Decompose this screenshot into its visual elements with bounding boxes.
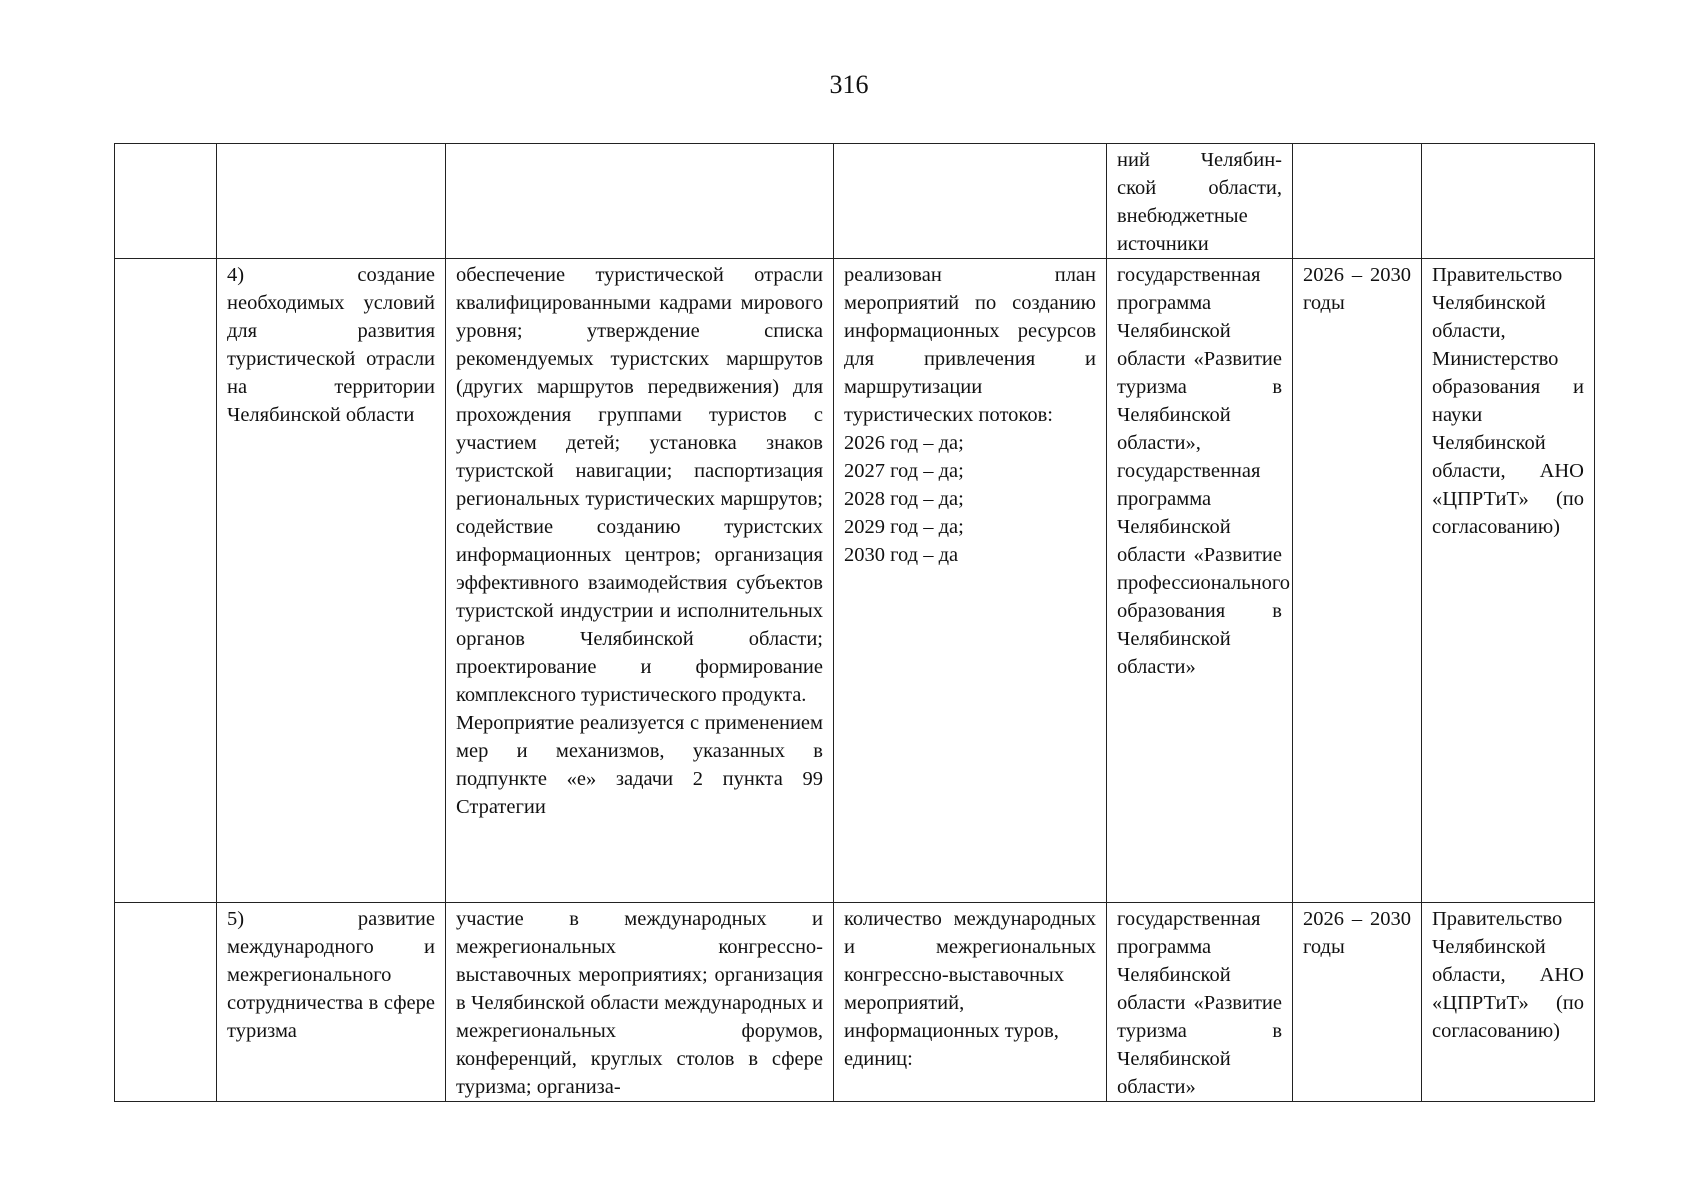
cell-measures	[446, 903, 834, 1102]
cell-number	[115, 259, 217, 903]
cell-task	[217, 144, 446, 259]
cell-result	[834, 144, 1107, 259]
cell-paragraph: участие в международных и межрегиональных конгрессно-выставочных мероприятиях; организация в Челябинской области международных и межрегиональных форумов, конференций, круглых столов в сфере туризма; организа-	[456, 908, 823, 1098]
cell-number	[115, 144, 217, 259]
cell-line: ний Челябин-	[1117, 149, 1282, 171]
cell-executors: Правительство Челябинской области, АНО «ЦПРТиТ» (по согласованию)	[1422, 903, 1595, 1102]
cell-result	[834, 259, 1107, 903]
cell-line: 2029 год – да;	[844, 516, 964, 538]
cell-paragraph: реализован план мероприятий по созданию информационных ресурсов для привлечения и маршрутизации туристических потоков:	[844, 264, 1096, 426]
cell-result	[834, 903, 1107, 1102]
cell-line: внебюджетные	[1117, 205, 1248, 227]
cell-line: единиц:	[844, 1048, 913, 1070]
cell-line: 2027 год – да;	[844, 460, 964, 482]
cell-line: источники	[1117, 233, 1209, 255]
cell-measures	[446, 144, 834, 259]
measures-table	[114, 143, 1595, 1102]
cell-executors: Правительство Челябинской области, Министерство образования и науки Челябинской области, АНО «ЦПРТиТ» (по согласованию)	[1422, 259, 1595, 903]
table-row	[115, 259, 1595, 903]
cell-period: 2026 – 2030 годы	[1293, 259, 1422, 903]
page-number: 316	[829, 70, 869, 99]
cell-funding-source: государственная программа Челябинской области «Развитие туризма в Челябинской области», государственная программа Челябинской области «Развитие профессионального образования в Челябинской области»	[1107, 259, 1293, 903]
cell-funding-source	[1107, 144, 1293, 259]
cell-period	[1293, 144, 1422, 259]
cell-paragraph: Мероприятие реализуется с применением мер и механизмов, указанных в подпункте «е» задачи 2 пункта 99 Стратегии	[456, 712, 823, 818]
cell-paragraph: количество международных и межрегиональных конгрессно-выставочных мероприятий, информационных туров,	[844, 908, 1096, 1042]
cell-line: 2026 год – да;	[844, 432, 964, 454]
cell-line: 2028 год – да;	[844, 488, 964, 510]
table-row-continuation	[115, 144, 1595, 259]
cell-executors	[1422, 144, 1595, 259]
cell-task: 5) развитие международного и межрегионального сотрудничества в сфере туризма	[217, 903, 446, 1102]
cell-funding-source: государственная программа Челябинской области «Развитие туризма в Челябинской области»	[1107, 903, 1293, 1102]
cell-measures	[446, 259, 834, 903]
cell-line: 2030 год – да	[844, 544, 959, 566]
cell-number	[115, 903, 217, 1102]
cell-period: 2026 – 2030 годы	[1293, 903, 1422, 1102]
cell-task: 4) создание необходимых условий для развития туристической отрасли на территории Челябинской области	[217, 259, 446, 903]
cell-line: ской области,	[1117, 177, 1282, 199]
table-row	[115, 903, 1595, 1102]
cell-paragraph: обеспечение туристической отрасли квалифицированными кадрами мирового уровня; утверждение списка рекомендуемых туристских маршрутов (других маршрутов передвижения) для прохождения группами туристов с участием детей; установка знаков туристской навигации; паспортизация региональных туристических маршрутов; содействие созданию туристских информационных центров; организация эффективного взаимодействия субъектов туристской индустрии и исполнительных органов Челябинской области; проектирование и формирование комплексного туристического продукта.	[456, 264, 823, 706]
